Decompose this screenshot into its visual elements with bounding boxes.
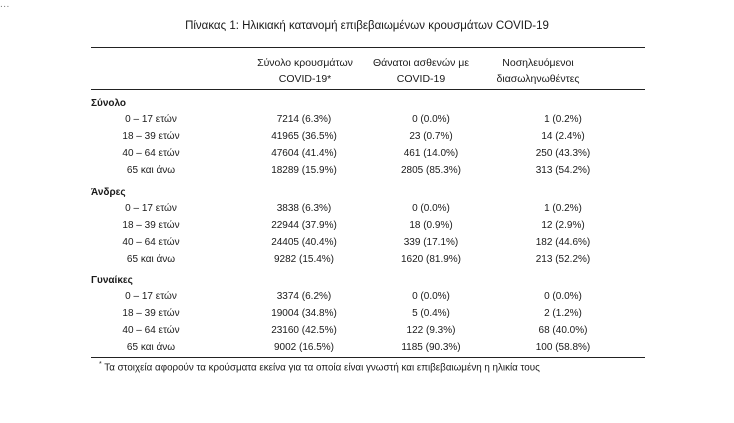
deaths-cell: 0 (0.0%)	[412, 114, 450, 125]
header-total-cases-line2: COVID-19*	[278, 73, 332, 85]
group-heading: Γυναίκες	[91, 275, 133, 286]
age-cell: 18 – 39 ετών	[122, 308, 180, 319]
intubated-cell: 182 (44.6%)	[535, 237, 591, 248]
age-cell: 40 – 64 ετών	[122, 148, 180, 159]
cases-cell: 7214 (6.3%)	[276, 114, 332, 125]
age-cell: 0 – 17 ετών	[125, 203, 177, 214]
cases-cell: 47604 (41.4%)	[271, 148, 337, 159]
age-cell: 18 – 39 ετών	[122, 131, 180, 142]
age-cell: 65 και άνω	[126, 342, 176, 353]
cases-cell: 9282 (15.4%)	[273, 254, 335, 265]
deaths-cell: 5 (0.4%)	[412, 308, 450, 319]
table-caption: Πίνακας 1: Ηλικιακή κατανομή επιβεβαιωμένων κρουσμάτων COVID-19	[185, 20, 549, 32]
footnote-text: Τα στοιχεία αφορούν τα κρούσματα εκείνα για τα οποία είναι γνωστή και επιβεβαιωμένη η ηλικία τους	[104, 362, 540, 374]
table-header-rule	[91, 89, 645, 90]
age-cell: 65 και άνω	[126, 165, 176, 176]
intubated-cell: 1 (0.2%)	[544, 203, 582, 214]
deaths-cell: 339 (17.1%)	[403, 237, 459, 248]
table-row	[91, 235, 645, 250]
table-bottom-rule	[91, 357, 645, 358]
deaths-cell: 0 (0.0%)	[412, 291, 450, 302]
deaths-cell: 2805 (85.3%)	[400, 165, 462, 176]
table-row	[91, 340, 645, 355]
age-cell: 0 – 17 ετών	[125, 114, 177, 125]
cases-cell: 22944 (37.9%)	[271, 220, 337, 231]
deaths-cell: 461 (14.0%)	[403, 148, 459, 159]
cases-cell: 9002 (16.5%)	[273, 342, 335, 353]
table-row	[91, 218, 645, 233]
cases-cell: 23160 (42.5%)	[271, 325, 337, 336]
intubated-cell: 12 (2.9%)	[541, 220, 585, 231]
intubated-cell: 100 (58.8%)	[535, 342, 591, 353]
intubated-cell: 313 (54.2%)	[535, 165, 591, 176]
deaths-cell: 1185 (90.3%)	[401, 342, 461, 353]
deaths-cell: 122 (9.3%)	[406, 325, 456, 336]
table-row	[91, 112, 645, 127]
table-row	[91, 146, 645, 161]
deaths-cell: 23 (0.7%)	[409, 131, 453, 142]
group-heading: Άνδρες	[91, 187, 126, 198]
header-total-cases-line1: Σύνολο κρουσμάτων	[257, 57, 353, 69]
intubated-cell: 0 (0.0%)	[544, 291, 582, 302]
footnote-mark: *	[99, 361, 102, 368]
header-intubated-line1: Νοσηλευόμενοι	[502, 57, 574, 69]
header-intubated	[463, 55, 613, 87]
table-row	[91, 252, 645, 267]
intubated-cell: 250 (43.3%)	[535, 148, 591, 159]
header-intubated-line2: διασωληνωθέντες	[496, 73, 580, 85]
age-cell: 40 – 64 ετών	[122, 237, 180, 248]
group-heading: Σύνολο	[91, 98, 127, 109]
age-cell: 40 – 64 ετών	[122, 325, 180, 336]
footnote	[99, 361, 540, 373]
table-top-rule	[91, 47, 645, 48]
cases-cell: 19004 (34.8%)	[271, 308, 337, 319]
table-row	[91, 163, 645, 178]
table-row	[91, 289, 645, 304]
age-cell: 18 – 39 ετών	[122, 220, 180, 231]
intubated-cell: 68 (40.0%)	[538, 325, 588, 336]
cases-cell: 18289 (15.9%)	[271, 165, 337, 176]
deaths-cell: 18 (0.9%)	[409, 220, 453, 231]
table-row	[91, 323, 645, 338]
cases-cell: 24405 (40.4%)	[271, 237, 337, 248]
age-cell: 0 – 17 ετών	[125, 291, 177, 302]
age-cell: 65 και άνω	[126, 254, 176, 265]
intubated-cell: 14 (2.4%)	[541, 131, 585, 142]
intubated-cell: 2 (1.2%)	[544, 308, 582, 319]
deaths-cell: 1620 (81.9%)	[400, 254, 462, 265]
cases-cell: 3374 (6.2%)	[276, 291, 332, 302]
table-row	[91, 201, 645, 216]
table-row	[91, 129, 645, 144]
cropped-text-fragment: ...	[0, 0, 10, 10]
deaths-cell: 0 (0.0%)	[412, 203, 450, 214]
cases-cell: 41965 (36.5%)	[271, 131, 337, 142]
intubated-cell: 1 (0.2%)	[544, 114, 582, 125]
header-deaths-line1: Θάνατοι ασθενών με	[372, 57, 470, 69]
header-deaths-line2: COVID-19	[396, 73, 446, 85]
cases-cell: 3838 (6.3%)	[276, 203, 332, 214]
table-row	[91, 306, 645, 321]
intubated-cell: 213 (52.2%)	[535, 254, 591, 265]
